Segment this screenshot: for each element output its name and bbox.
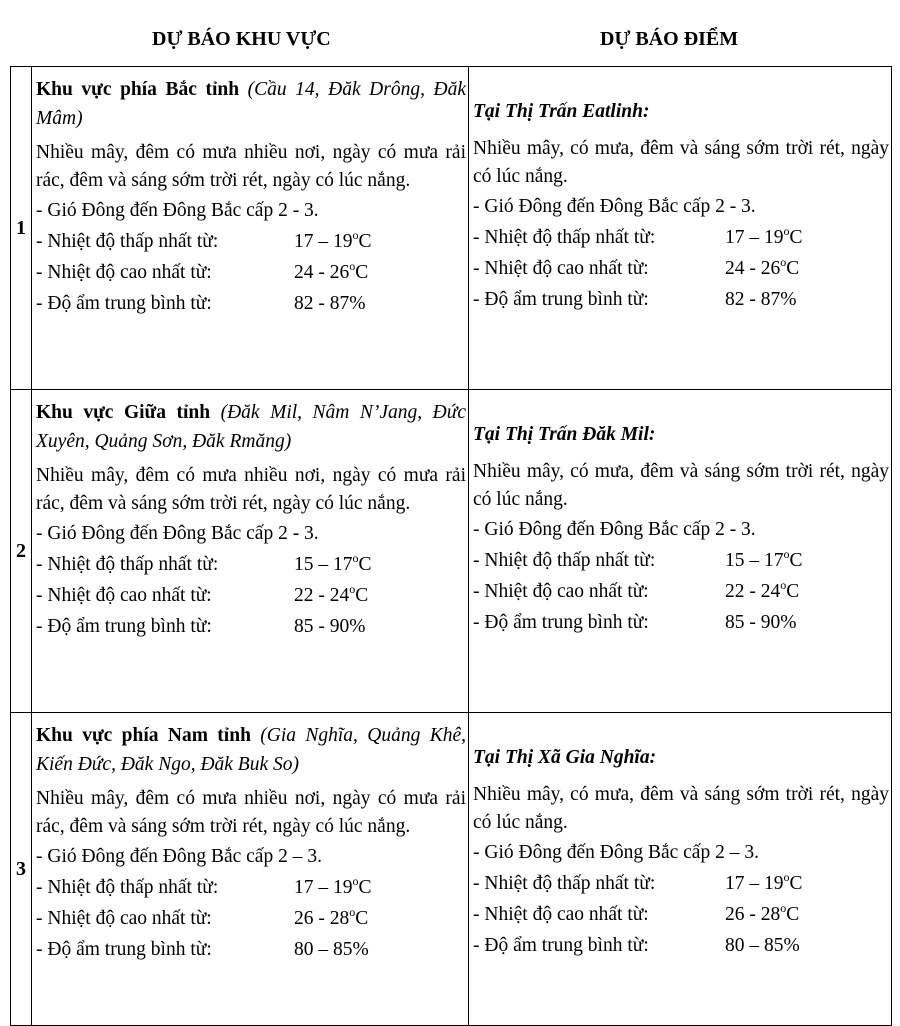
row-number: 1	[11, 67, 32, 390]
table-row	[11, 67, 892, 390]
point-title: Tại Thị Xã Gia Nghĩa:	[473, 747, 657, 768]
max-temp-value: 24 - 26$^o$C	[725, 255, 800, 279]
region-areas: (Gia Nghĩa, Quảng Khê, Kiến Đức, Đăk Ngo, Đăk Buk So)	[36, 725, 467, 775]
max-temp-label: - Nhiệt độ cao nhất từ:	[473, 258, 649, 279]
humidity-value: 80 – 85%	[294, 939, 369, 960]
min-temp-label: - Nhiệt độ thấp nhất từ:	[36, 554, 219, 575]
forecast-table	[10, 66, 892, 1026]
humidity-label: - Độ ẩm trung bình từ:	[36, 293, 212, 314]
region-forecast-cell	[32, 390, 469, 713]
wind-line: - Gió Đông đến Đông Bắc cấp 2 - 3.	[473, 519, 756, 540]
region-name: Khu vực phía Nam tỉnh	[36, 725, 251, 746]
table-row	[11, 390, 892, 713]
max-temp-line	[473, 253, 889, 284]
humidity-value: 80 – 85%	[725, 935, 800, 956]
humidity-line	[36, 288, 466, 319]
region-areas: (Cầu 14, Đăk Drông, Đăk Mâm)	[36, 79, 466, 129]
wind-line: - Gió Đông đến Đông Bắc cấp 2 - 3.	[36, 200, 319, 221]
region-name: Khu vực phía Bắc tỉnh	[36, 79, 240, 100]
humidity-label: - Độ ẩm trung bình từ:	[36, 616, 212, 637]
min-temp-line	[473, 545, 889, 576]
region-description: Nhiều mây, đêm có mưa nhiều nơi, ngày có mưa rải rác, đêm và sáng sớm trời rét, ngày có lúc nắng.	[36, 465, 466, 514]
point-forecast-cell	[469, 390, 892, 713]
min-temp-label: - Nhiệt độ thấp nhất từ:	[473, 227, 656, 248]
max-temp-value: 26 - 28$^o$C	[725, 901, 800, 925]
humidity-value: 82 - 87%	[725, 289, 797, 310]
min-temp-label: - Nhiệt độ thấp nhất từ:	[36, 877, 219, 898]
humidity-label: - Độ ẩm trung bình từ:	[473, 289, 649, 310]
point-description: Nhiều mây, có mưa, đêm và sáng sớm trời rét, ngày có lúc nắng.	[473, 461, 889, 510]
max-temp-value: 22 - 24$^o$C	[294, 582, 369, 606]
min-temp-line	[36, 549, 466, 580]
point-forecast-heading: DỰ BÁO ĐIỂM	[600, 28, 739, 50]
region-name: Khu vực Giữa tỉnh	[36, 402, 211, 423]
wind-line: - Gió Đông đến Đông Bắc cấp 2 – 3.	[36, 846, 322, 867]
humidity-line	[473, 930, 889, 961]
min-temp-value: 15 – 17$^o$C	[725, 547, 803, 571]
min-temp-line	[473, 868, 889, 899]
max-temp-label: - Nhiệt độ cao nhất từ:	[473, 904, 649, 925]
humidity-line	[36, 934, 466, 965]
humidity-line	[473, 284, 889, 315]
min-temp-label: - Nhiệt độ thấp nhất từ:	[473, 550, 656, 571]
max-temp-line	[473, 576, 889, 607]
point-title: Tại Thị Trấn Eatlinh:	[473, 101, 650, 122]
max-temp-line	[36, 257, 466, 288]
max-temp-label: - Nhiệt độ cao nhất từ:	[36, 585, 212, 606]
humidity-value: 85 - 90%	[725, 612, 797, 633]
row-number: 3	[11, 713, 32, 1026]
max-temp-value: 22 - 24$^o$C	[725, 578, 800, 602]
table-row	[11, 713, 892, 1026]
region-description: Nhiều mây, đêm có mưa nhiều nơi, ngày có mưa rải rác, đêm và sáng sớm trời rét, ngày có lúc nắng.	[36, 142, 466, 191]
humidity-label: - Độ ẩm trung bình từ:	[36, 939, 212, 960]
humidity-label: - Độ ẩm trung bình từ:	[473, 612, 649, 633]
point-title: Tại Thị Trấn Đăk Mil:	[473, 424, 656, 445]
region-title	[36, 721, 466, 779]
min-temp-value: 17 – 19$^o$C	[294, 228, 372, 252]
max-temp-line	[36, 903, 466, 934]
region-areas: (Đăk Mil, Nâm N’Jang, Đức Xuyên, Quảng Sơn, Đăk Rmăng)	[36, 402, 466, 452]
point-forecast-cell	[469, 67, 892, 390]
point-description: Nhiều mây, có mưa, đêm và sáng sớm trời rét, ngày có lúc nắng.	[473, 138, 889, 187]
min-temp-label: - Nhiệt độ thấp nhất từ:	[36, 231, 219, 252]
region-forecast-cell	[32, 67, 469, 390]
row-number: 2	[11, 390, 32, 713]
max-temp-label: - Nhiệt độ cao nhất từ:	[473, 581, 649, 602]
min-temp-line	[36, 226, 466, 257]
humidity-label: - Độ ẩm trung bình từ:	[473, 935, 649, 956]
max-temp-line	[473, 899, 889, 930]
max-temp-value: 24 - 26$^o$C	[294, 259, 369, 283]
wind-line: - Gió Đông đến Đông Bắc cấp 2 – 3.	[473, 842, 759, 863]
region-description: Nhiều mây, đêm có mưa nhiều nơi, ngày có mưa rải rác, đêm và sáng sớm trời rét, ngày có lúc nắng.	[36, 788, 466, 837]
min-temp-value: 17 – 19$^o$C	[294, 874, 372, 898]
wind-line: - Gió Đông đến Đông Bắc cấp 2 - 3.	[36, 523, 319, 544]
humidity-line	[36, 611, 466, 642]
min-temp-line	[36, 872, 466, 903]
wind-line: - Gió Đông đến Đông Bắc cấp 2 - 3.	[473, 196, 756, 217]
max-temp-label: - Nhiệt độ cao nhất từ:	[36, 908, 212, 929]
region-forecast-heading: DỰ BÁO KHU VỰC	[152, 28, 331, 50]
max-temp-line	[36, 580, 466, 611]
humidity-line	[473, 607, 889, 638]
min-temp-value: 17 – 19$^o$C	[725, 224, 803, 248]
max-temp-label: - Nhiệt độ cao nhất từ:	[36, 262, 212, 283]
min-temp-label: - Nhiệt độ thấp nhất từ:	[473, 873, 656, 894]
humidity-value: 85 - 90%	[294, 616, 366, 637]
max-temp-value: 26 - 28$^o$C	[294, 905, 369, 929]
humidity-value: 82 - 87%	[294, 293, 366, 314]
region-forecast-cell	[32, 713, 469, 1026]
min-temp-value: 17 – 19$^o$C	[725, 870, 803, 894]
region-title	[36, 398, 466, 456]
point-forecast-cell	[469, 713, 892, 1026]
region-title	[36, 75, 466, 133]
min-temp-value: 15 – 17$^o$C	[294, 551, 372, 575]
min-temp-line	[473, 222, 889, 253]
point-description: Nhiều mây, có mưa, đêm và sáng sớm trời rét, ngày có lúc nắng.	[473, 784, 889, 833]
